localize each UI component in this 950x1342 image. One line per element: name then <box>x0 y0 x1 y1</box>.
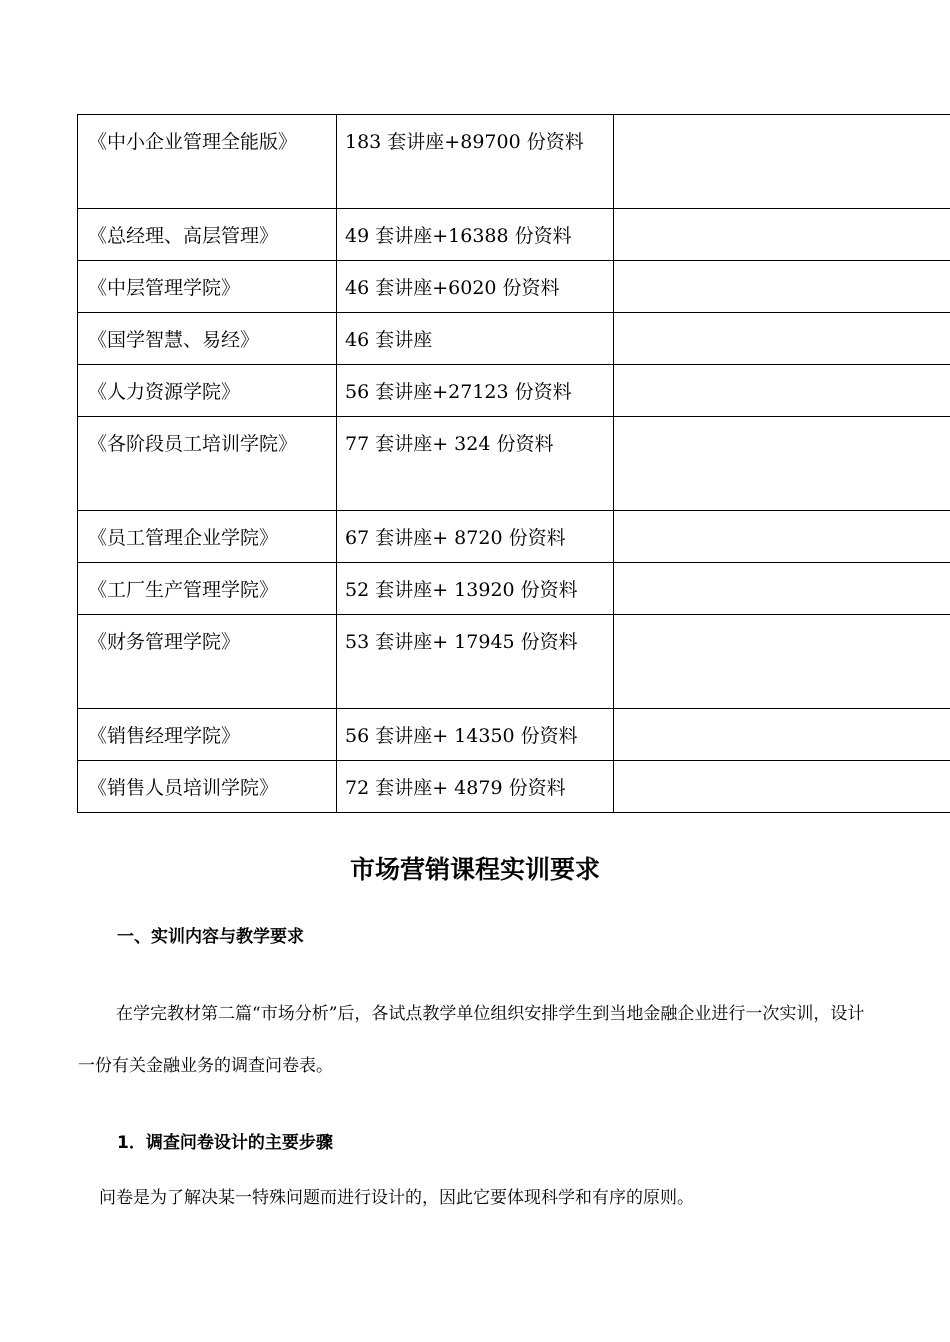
course-content-cell: 56 套讲座+ 14350 份资料 <box>337 709 614 761</box>
empty-cell <box>614 761 950 813</box>
course-content-cell: 56 套讲座+27123 份资料 <box>337 365 614 417</box>
course-content-cell: 67 套讲座+ 8720 份资料 <box>337 511 614 563</box>
course-name-cell: 《中层管理学院》 <box>78 261 337 313</box>
course-name-cell: 《财务管理学院》 <box>78 615 337 709</box>
resource-table <box>77 114 950 813</box>
empty-cell <box>614 209 950 261</box>
body-paragraph: 在学完教材第二篇“市场分析”后，各试点教学单位组织安排学生到当地金融企业进行一次实训，设计一份有关金融业务的调查问卷表。 <box>78 1004 865 1076</box>
empty-cell <box>614 261 950 313</box>
body-paragraph: 问卷是为了解决某一特殊问题而进行设计的，因此它要体现科学和有序的原则。 <box>99 1188 694 1208</box>
table-row <box>78 417 950 511</box>
section-heading: 一、实训内容与教学要求 <box>117 927 304 947</box>
table-row <box>78 511 950 563</box>
table-row <box>78 563 950 615</box>
course-name-cell: 《工厂生产管理学院》 <box>78 563 337 615</box>
course-content-cell: 183 套讲座+89700 份资料 <box>337 115 614 209</box>
course-content-cell: 46 套讲座 <box>337 313 614 365</box>
table-row <box>78 115 950 209</box>
course-name-cell: 《销售经理学院》 <box>78 709 337 761</box>
course-content-cell: 53 套讲座+ 17945 份资料 <box>337 615 614 709</box>
empty-cell <box>614 365 950 417</box>
table-row <box>78 615 950 709</box>
document-title: 市场营销课程实训要求 <box>349 855 600 884</box>
empty-cell <box>614 709 950 761</box>
table-row <box>78 709 950 761</box>
table-row <box>78 313 950 365</box>
course-content-cell: 77 套讲座+ 324 份资料 <box>337 417 614 511</box>
course-name-cell: 《国学智慧、易经》 <box>78 313 337 365</box>
course-content-cell: 52 套讲座+ 13920 份资料 <box>337 563 614 615</box>
course-name-cell: 《人力资源学院》 <box>78 365 337 417</box>
table-row <box>78 365 950 417</box>
empty-cell <box>614 115 950 209</box>
empty-cell <box>614 615 950 709</box>
table-row <box>78 209 950 261</box>
empty-cell <box>614 563 950 615</box>
table-row <box>78 261 950 313</box>
course-name-cell: 《总经理、高层管理》 <box>78 209 337 261</box>
course-content-cell: 46 套讲座+6020 份资料 <box>337 261 614 313</box>
course-name-cell: 《销售人员培训学院》 <box>78 761 337 813</box>
empty-cell <box>614 417 950 511</box>
course-name-cell: 《中小企业管理全能版》 <box>78 115 337 209</box>
course-name-cell: 《各阶段员工培训学院》 <box>78 417 337 511</box>
empty-cell <box>614 511 950 563</box>
empty-cell <box>614 313 950 365</box>
course-content-cell: 72 套讲座+ 4879 份资料 <box>337 761 614 813</box>
table-row <box>78 761 950 813</box>
course-name-cell: 《员工管理企业学院》 <box>78 511 337 563</box>
subsection-heading: 1．调查问卷设计的主要步骤 <box>117 1133 333 1153</box>
course-content-cell: 49 套讲座+16388 份资料 <box>337 209 614 261</box>
